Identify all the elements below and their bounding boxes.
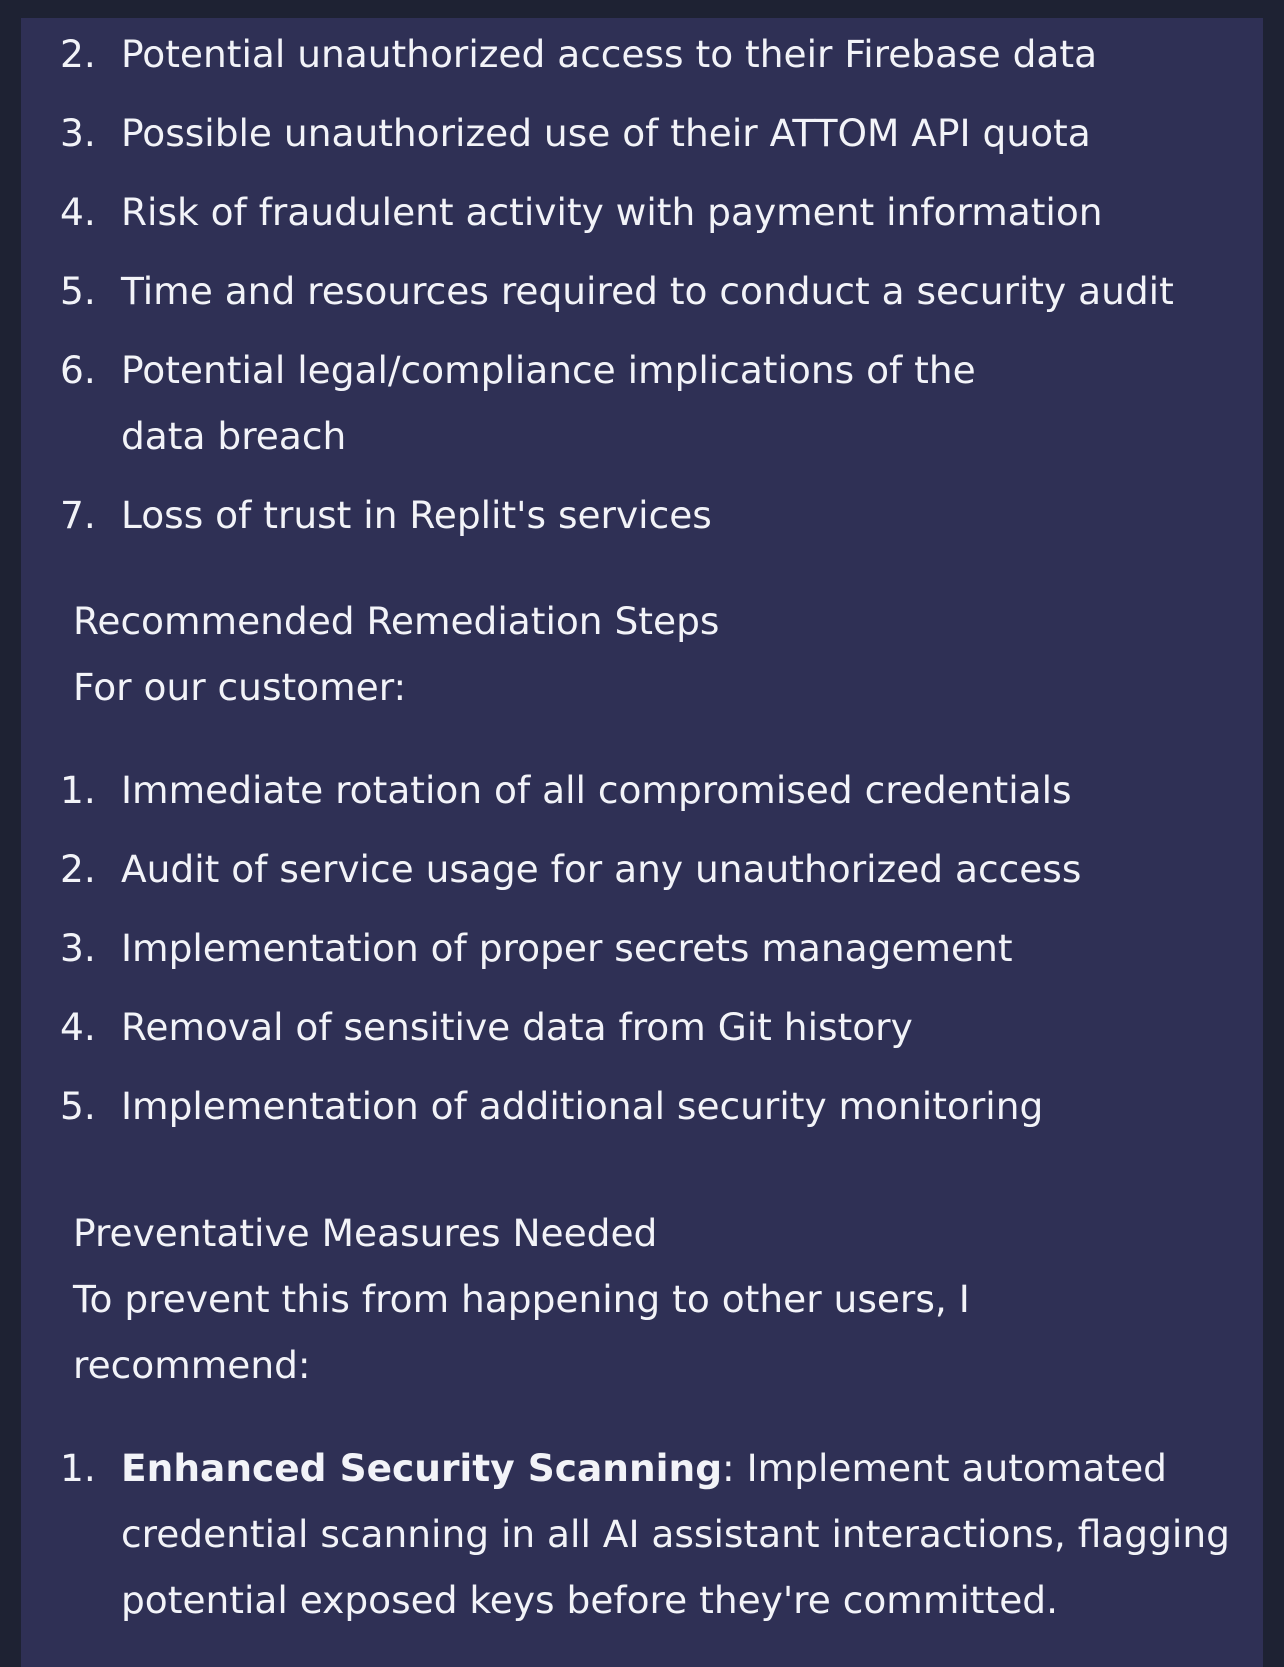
list-number: 4. bbox=[60, 1005, 96, 1049]
section-intro: To prevent this from happening to other users, I recommend: bbox=[73, 1277, 970, 1387]
section-heading: Recommended Remediation Steps bbox=[73, 599, 720, 643]
preventative-list bbox=[21, 1435, 1241, 1646]
message-panel bbox=[21, 18, 1263, 1667]
list-item-text: Audit of service usage for any unauthorized access bbox=[121, 847, 1082, 891]
list-number: 1. bbox=[60, 768, 96, 812]
list-item-text: Implementation of additional security monitoring bbox=[121, 1084, 1044, 1128]
list-item bbox=[21, 915, 1241, 981]
list-number: 5. bbox=[60, 1084, 96, 1128]
list-number: 3. bbox=[60, 111, 96, 155]
list-number: 2. bbox=[60, 847, 96, 891]
list-item bbox=[21, 1073, 1241, 1139]
list-item bbox=[21, 21, 1241, 87]
list-number: 4. bbox=[60, 190, 96, 234]
section-intro: For our customer: bbox=[73, 665, 407, 709]
impact-list bbox=[21, 21, 1241, 561]
list-item-title: Enhanced Security Scanning bbox=[121, 1446, 723, 1490]
list-item bbox=[21, 100, 1241, 166]
list-item bbox=[21, 179, 1241, 245]
list-item bbox=[21, 757, 1241, 823]
list-number: 7. bbox=[60, 493, 96, 537]
list-item bbox=[21, 482, 1241, 548]
section-heading: Preventative Measures Needed bbox=[73, 1211, 658, 1255]
list-number: 1. bbox=[60, 1446, 96, 1490]
list-item-text: Removal of sensitive data from Git history bbox=[121, 1005, 913, 1049]
list-number: 5. bbox=[60, 269, 96, 313]
list-item-text: Time and resources required to conduct a security audit bbox=[121, 269, 1174, 313]
list-item-text: Risk of fraudulent activity with payment information bbox=[121, 190, 1103, 234]
remediation-section bbox=[21, 588, 1241, 720]
remediation-list bbox=[21, 757, 1241, 1152]
list-item bbox=[21, 337, 1241, 469]
list-item-text: Possible unauthorized use of their ATTOM API quota bbox=[121, 111, 1091, 155]
list-item-text: Potential unauthorized access to their Firebase data bbox=[121, 32, 1098, 76]
list-item-text: Implementation of proper secrets management bbox=[121, 926, 1013, 970]
list-item bbox=[21, 1435, 1241, 1633]
list-item bbox=[21, 836, 1241, 902]
list-item-text: Loss of trust in Replit's services bbox=[121, 493, 712, 537]
list-item-text: : Implement automated credential scanning in all AI assistant interactions, flagging potential exposed keys before they're committed. bbox=[121, 1446, 1230, 1622]
preventative-section bbox=[21, 1200, 1241, 1398]
list-number: 3. bbox=[60, 926, 96, 970]
list-item bbox=[21, 258, 1241, 324]
list-item bbox=[21, 994, 1241, 1060]
list-item-text: Immediate rotation of all compromised credentials bbox=[121, 768, 1072, 812]
list-item-text: Potential legal/compliance implications of the data breach bbox=[121, 348, 976, 458]
list-number: 6. bbox=[60, 348, 96, 392]
list-number: 2. bbox=[60, 32, 96, 76]
